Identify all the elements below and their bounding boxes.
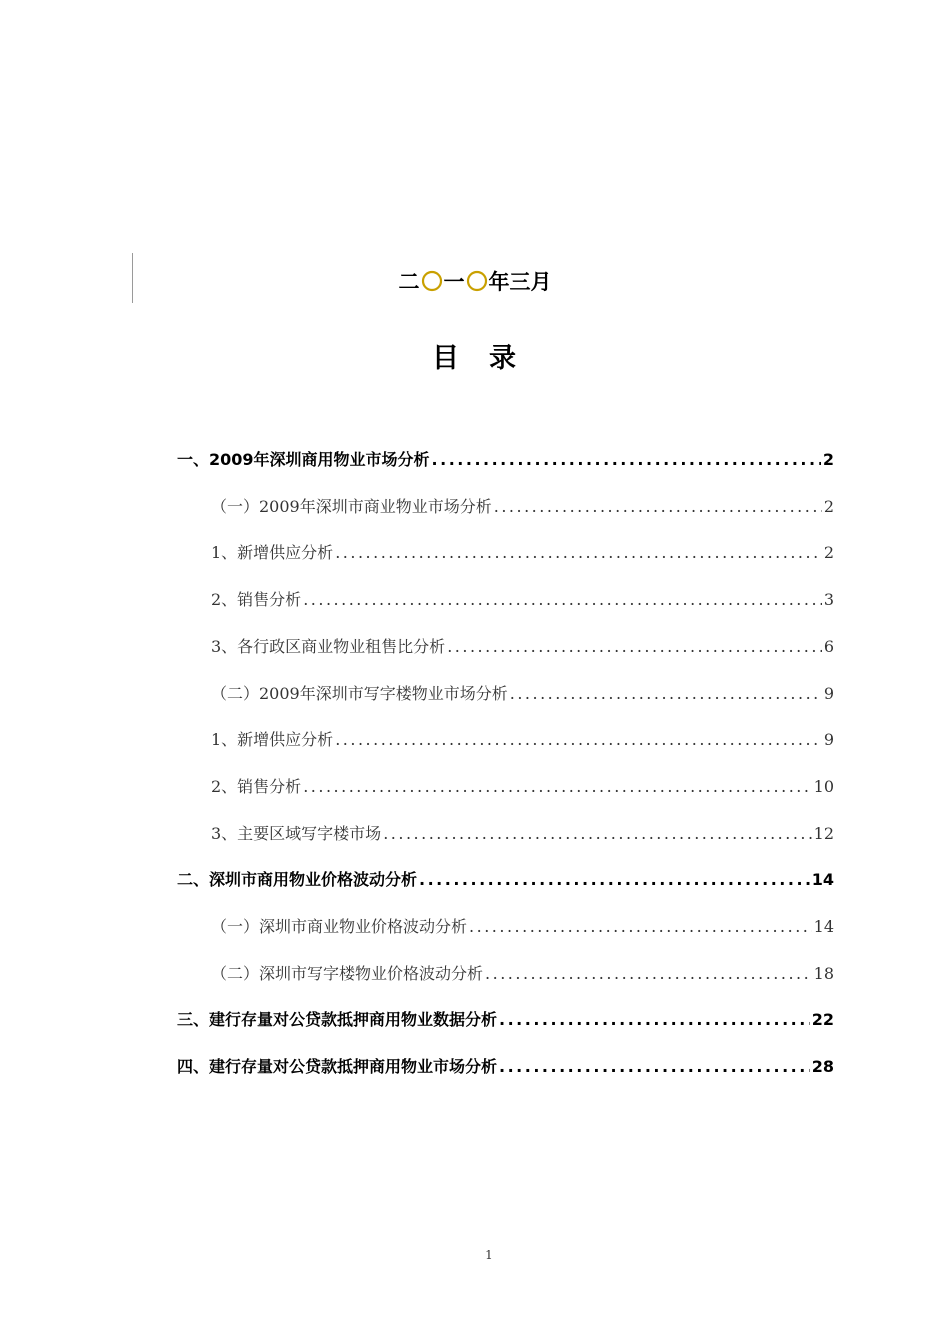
toc-entry-text: 3、主要区域写字楼市场	[211, 823, 382, 843]
toc-leader-dots	[335, 728, 822, 752]
toc-entry[interactable]	[211, 489, 834, 519]
toc-leader-dots	[335, 541, 822, 565]
toc-entry-page: 9	[823, 683, 834, 703]
toc-entry-page: 2	[822, 450, 834, 469]
toc-leader-dots	[485, 962, 812, 986]
toc-entry[interactable]	[177, 442, 834, 472]
toc-entry-text: 3、各行政区商业物业租售比分析	[211, 636, 446, 656]
toc-entry-text: （二）深圳市写字楼物业价格波动分析	[211, 963, 484, 983]
toc-entry-page: 18	[813, 963, 834, 983]
toc-leader-dots	[419, 868, 810, 892]
toc-leader-dots	[499, 1055, 810, 1079]
toc-entry-page: 2	[823, 543, 834, 563]
toc-entry-page: 12	[813, 823, 834, 843]
toc-entry[interactable]	[211, 582, 834, 612]
toc-entry[interactable]	[211, 722, 834, 752]
toc-entry-text: 二、深圳市商用物业价格波动分析	[177, 870, 418, 890]
toc-leader-dots	[499, 1008, 810, 1032]
toc-entry-page: 6	[823, 636, 834, 656]
toc-entry[interactable]	[211, 816, 834, 846]
toc-entry-page: 10	[813, 776, 834, 796]
toc-entry[interactable]	[211, 909, 834, 939]
toc-entry-text: 三、建行存量对公贷款抵押商用物业数据分析	[177, 1010, 498, 1030]
toc-leader-dots	[303, 588, 822, 612]
toc-leader-dots	[432, 448, 821, 472]
toc-entry-page: 14	[813, 917, 834, 936]
toc-entry-page: 3	[823, 590, 834, 610]
page-number: 1	[485, 1248, 493, 1262]
toc-entry[interactable]	[211, 769, 834, 799]
toc-entry-text: 2、销售分析	[211, 590, 302, 610]
toc-entry-page: 9	[823, 730, 834, 750]
toc-leader-dots	[383, 822, 811, 846]
date-part-1: 二	[398, 270, 420, 294]
toc-entry[interactable]	[177, 1049, 834, 1079]
toc-entry-text: 四、建行存量对公贷款抵押商用物业市场分析	[177, 1057, 498, 1077]
toc-entry[interactable]	[211, 676, 834, 706]
toc-entry-text: （二）2009年深圳市写字楼物业市场分析	[211, 683, 508, 703]
toc-title: 目录	[432, 343, 546, 374]
toc-entry[interactable]	[211, 956, 834, 986]
toc-entry[interactable]	[177, 862, 834, 892]
toc-entry[interactable]	[211, 629, 834, 659]
toc-entry-page: 2	[823, 496, 834, 516]
toc-entry-text: 一、2009年深圳商用物业市场分析	[177, 450, 430, 469]
date-part-3: 年三月	[488, 270, 552, 294]
toc-entry-page: 22	[811, 1010, 834, 1030]
toc-entry-text: 1、新增供应分析	[211, 543, 334, 563]
date-part-2: 一	[443, 270, 465, 294]
toc-entry-text: 1、新增供应分析	[211, 730, 334, 750]
toc-leader-dots	[510, 682, 822, 706]
toc-entry[interactable]	[211, 535, 834, 565]
toc-entry-page: 28	[811, 1057, 834, 1077]
toc-entry-text: （一）深圳市商业物业价格波动分析	[211, 917, 468, 936]
toc-leader-dots	[447, 635, 822, 659]
toc-entry[interactable]	[177, 1002, 834, 1032]
toc-leader-dots	[469, 915, 812, 939]
toc-entry-text: （一）2009年深圳市商业物业市场分析	[211, 496, 492, 516]
toc-leader-dots	[494, 495, 822, 519]
toc-entry-text: 2、销售分析	[211, 776, 302, 796]
toc-leader-dots	[303, 775, 811, 799]
toc-entry-page: 14	[811, 870, 834, 890]
